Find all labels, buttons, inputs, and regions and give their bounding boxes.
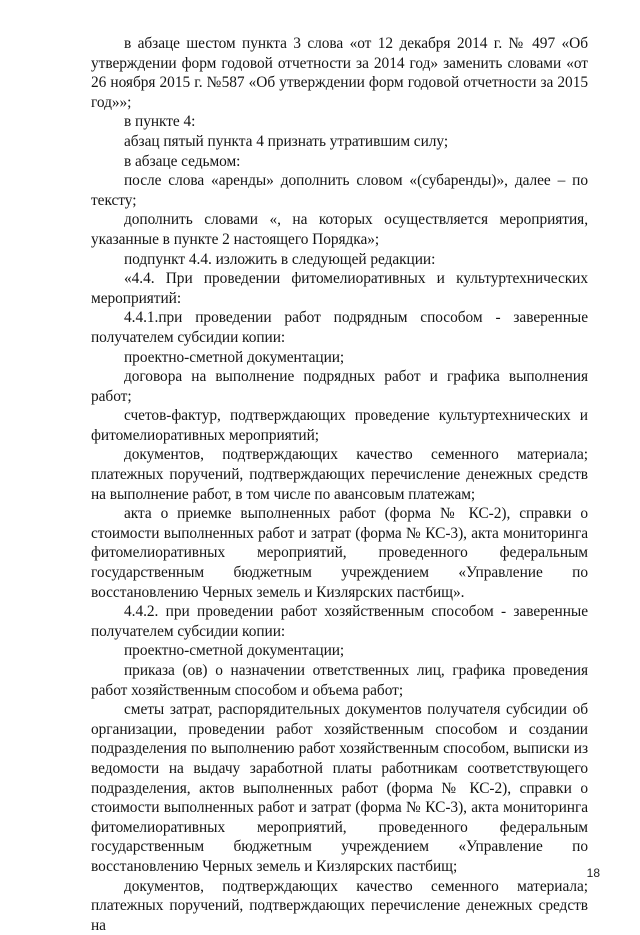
document-body <box>91 34 588 935</box>
paragraph-11: договора на выполнение подрядных работ и графика выполнения работ; <box>91 368 588 405</box>
paragraph-4: в абзаце седьмом: <box>124 152 241 170</box>
paragraph-18: сметы затрат, распорядительных документов получателя субсидии об организации, проведении работ хозяйственным способом и создании подразделения по выполнению работ хозяйственным способом, выписки из ведомости на выдачу заработной платы работникам соответствующего подразделения, актов выполненных работ (форма № КС-2), справки о стоимости выполненных работ и затрат (форма № КС-3), акта мониторинга фитомелиоративных мероприятий, проведенного федеральным государственным бюджетным учреждением «Управление по восстановлению Черных земель и Кизлярских пастбищ; <box>91 701 588 875</box>
paragraph-1: в абзаце шестом пункта 3 слова «от 12 декабря 2014 г. № 497 «Об утверждении форм годовой отчетности за 2014 год» заменить словами «от 26 ноября 2015 г. №587 «Об утверждении форм годовой отчетности за 2015 год»»; <box>91 35 588 111</box>
paragraph-12: счетов-фактур, подтверждающих проведение культуртехнических и фитомелиоративных мероприятий; <box>91 407 588 444</box>
paragraph-15: 4.4.2. при проведении работ хозяйственным способом - заверенные получателем субсидии копии: <box>91 603 588 640</box>
paragraph-6: дополнить словами «, на которых осуществляется мероприятия, указанные в пункте 2 настоящего Порядка»; <box>91 211 588 248</box>
paragraph-2: в пункте 4: <box>124 113 196 131</box>
paragraph-16: проектно-сметной документации; <box>124 642 345 660</box>
paragraph-19: документов, подтверждающих качество семенного материала; платежных поручений, подтверждающих перечисление денежных средств на <box>91 877 588 934</box>
paragraph-5: после слова «аренды» дополнить словом «(субаренды)», далее – по тексту; <box>91 172 588 209</box>
paragraph-8: «4.4. При проведении фитомелиоративных и культуртехнических мероприятий: <box>91 270 588 307</box>
paragraph-17: приказа (ов) о назначении ответственных лиц, графика проведения работ хозяйственным способом и объема работ; <box>91 662 588 699</box>
paragraph-7: подпункт 4.4. изложить в следующей редакции: <box>124 250 436 268</box>
page-number: 18 <box>586 866 600 880</box>
paragraph-14: акта о приемке выполненных работ (форма № КС-2), справки о стоимости выполненных работ и затрат (форма № КС-3), акта мониторинга фитомелиоративных мероприятий, проведенного федеральным государственным бюджетным учреждением «Управление по восстановлению Черных земель и Кизлярских пастбищ». <box>91 505 588 601</box>
paragraph-10: проектно-сметной документации; <box>124 348 345 366</box>
paragraph-13: документов, подтверждающих качество семенного материала; платежных поручений, подтверждающих перечисление денежных средств на выполнение работ, в том числе по авансовым платежам; <box>91 446 588 503</box>
paragraph-3: абзац пятый пункта 4 признать утратившим силу; <box>124 132 449 150</box>
paragraph-9: 4.4.1.при проведении работ подрядным способом - заверенные получателем субсидии копии: <box>91 309 588 346</box>
